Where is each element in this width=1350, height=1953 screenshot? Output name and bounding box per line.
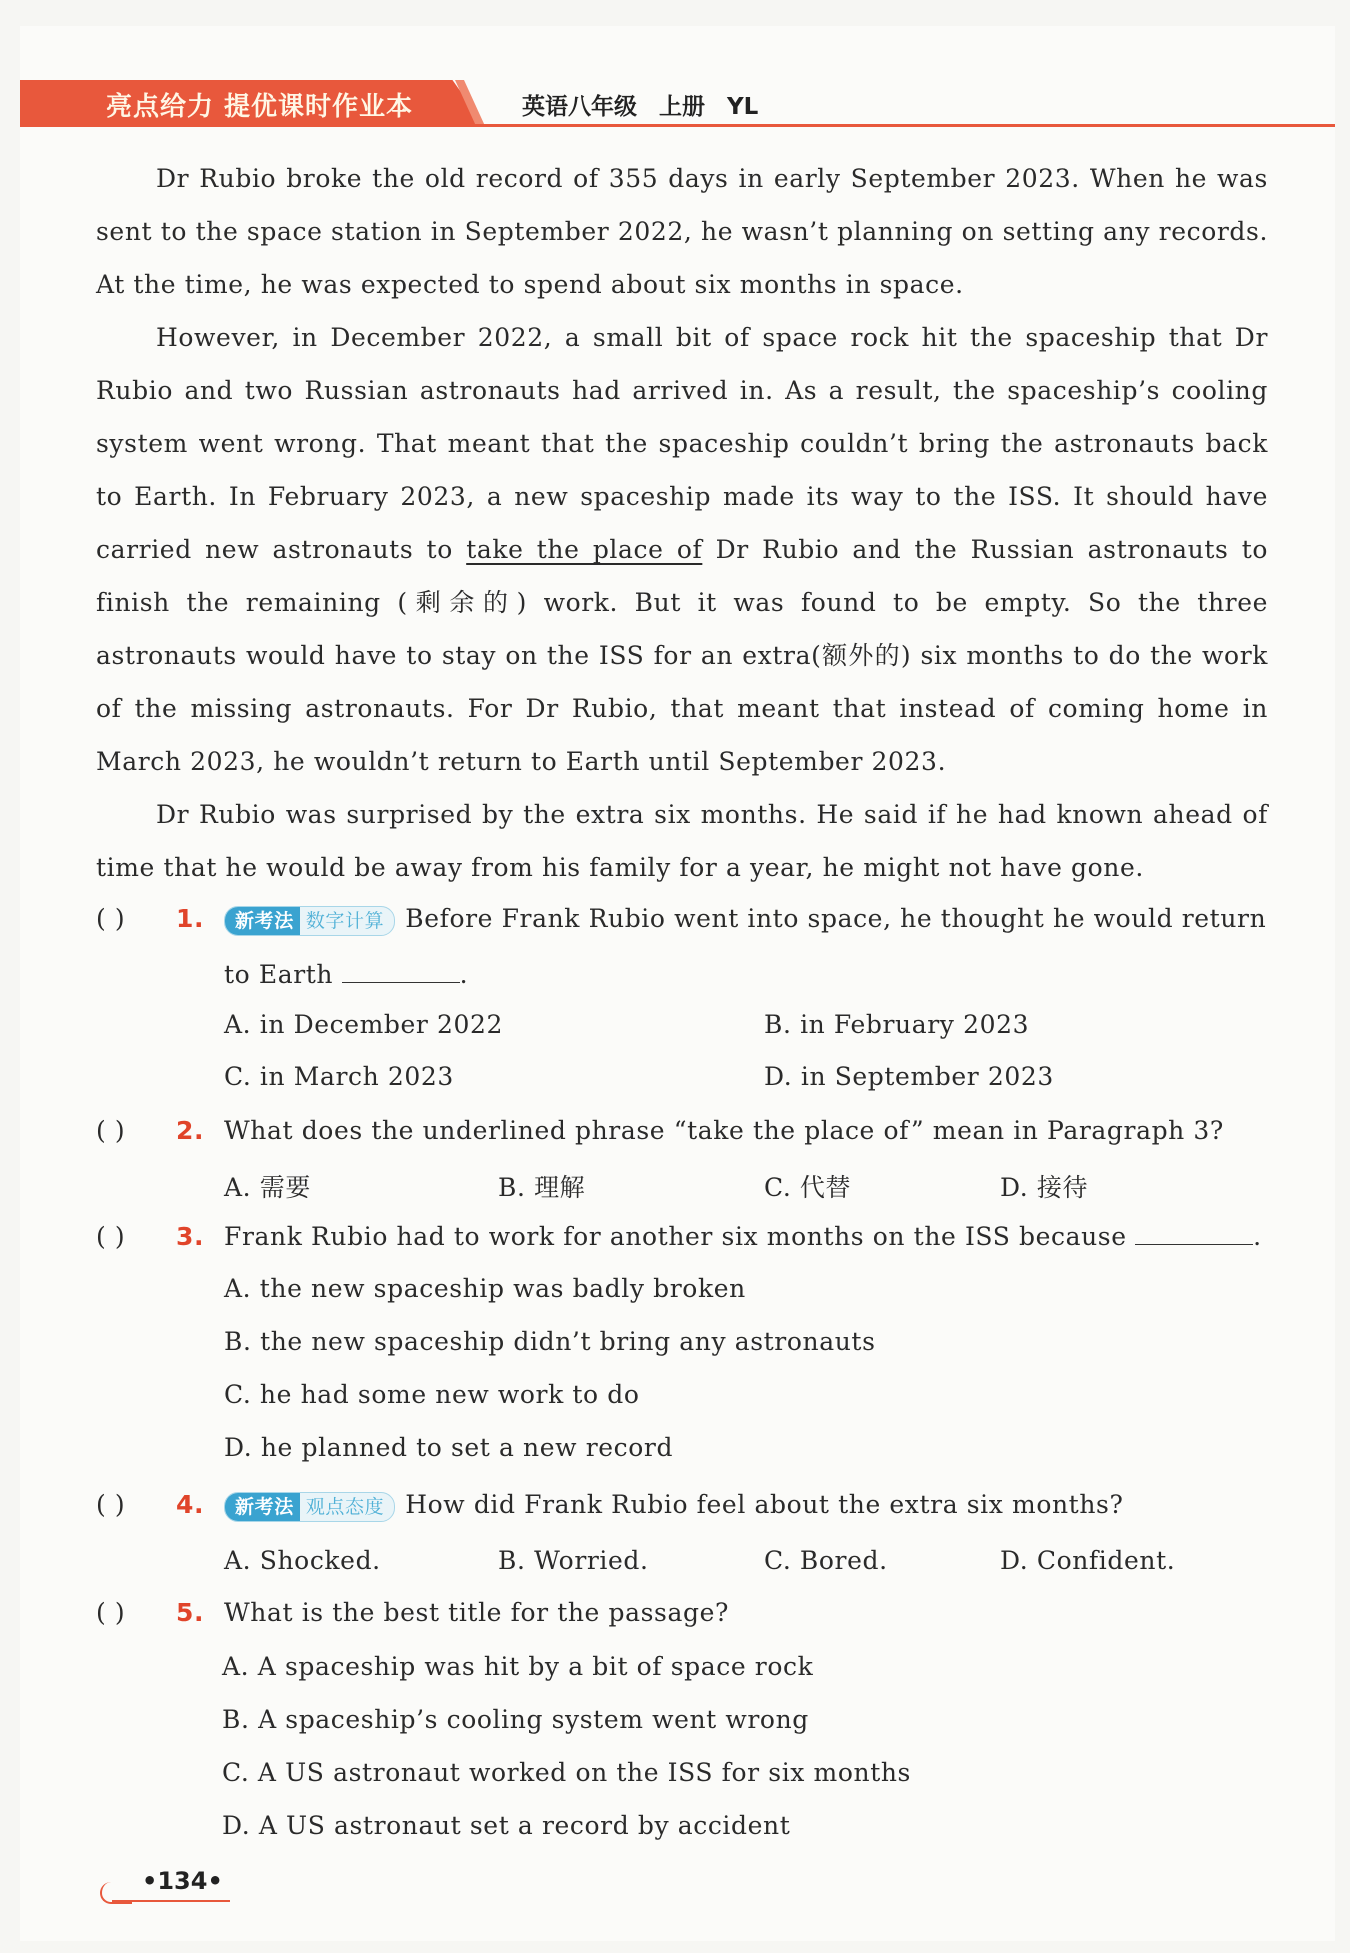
option-3d[interactable]: D. he planned to set a new record <box>224 1433 674 1462</box>
option-5d[interactable]: D. A US astronaut set a record by accident <box>222 1811 791 1840</box>
answer-blank[interactable] <box>1135 1224 1253 1245</box>
paragraph-2-part-a: However, in December 2022, a small bit of space rock hit the spaceship that Dr Rubio and two Russian astronauts had arrived in. As a result, the spaceship’s cooling system went wrong. That meant that the spaceship couldn’t bring the astronauts back to Earth. In February 2023, a new spaceship made its way to the ISS. It should have carried new astronauts to <box>96 323 1268 564</box>
new-exam-tag <box>224 1492 395 1522</box>
option-3a[interactable]: A. the new spaceship was badly broken <box>224 1274 746 1303</box>
option-4d[interactable]: D. Confident. <box>1000 1546 1176 1575</box>
period: . <box>1253 1222 1262 1251</box>
tag-category: 数字计算 <box>305 909 385 932</box>
option-2c[interactable]: C. 代替 <box>764 1173 852 1202</box>
option-1a[interactable]: A. in December 2022 <box>224 1010 504 1039</box>
footer-rule <box>112 1900 230 1902</box>
question-5 <box>96 1598 1276 1638</box>
paragraph-2 <box>96 311 1268 788</box>
option-5b[interactable]: B. A spaceship’s cooling system went wrong <box>222 1705 809 1734</box>
tag-category: 观点态度 <box>305 1495 385 1518</box>
answer-blank[interactable] <box>342 962 460 983</box>
question-stem-tail: to Earth <box>224 960 334 989</box>
option-2d[interactable]: D. 接待 <box>1000 1173 1089 1202</box>
question-stem: Before Frank Rubio went into space, he thought he would return <box>405 904 1267 933</box>
question-stem-wrap <box>224 1222 1262 1251</box>
question-stem: What does the underlined phrase “take the place of” mean in Paragraph 3? <box>224 1116 1224 1145</box>
paragraph-1: Dr Rubio broke the old record of 355 days in early September 2023. When he was sent to the space station in September 2022, he wasn’t planning on setting any records. At the time, he was expected to spend about six months in space. <box>96 164 1268 299</box>
option-2b[interactable]: B. 理解 <box>498 1173 586 1202</box>
option-4c[interactable]: C. Bored. <box>764 1546 888 1575</box>
question-stem: How did Frank Rubio feel about the extra six months? <box>405 1490 1124 1519</box>
question-number: 2. <box>176 1116 205 1145</box>
option-4a[interactable]: A. Shocked. <box>224 1546 381 1575</box>
underlined-phrase: take the place of <box>466 535 703 564</box>
option-4b[interactable]: B. Worried. <box>498 1546 649 1575</box>
option-1b[interactable]: B. in February 2023 <box>764 1010 1030 1039</box>
reading-passage <box>96 152 1268 894</box>
question-number: 5. <box>176 1598 205 1627</box>
tag-label: 新考法 <box>225 1493 300 1521</box>
answer-bracket[interactable]: ( ) <box>96 1598 126 1627</box>
option-5c[interactable]: C. A US astronaut worked on the ISS for six months <box>222 1758 911 1787</box>
header-book-info: 英语八年级 上册 YL <box>522 94 759 120</box>
answer-bracket[interactable]: ( ) <box>96 904 126 933</box>
option-5a[interactable]: A. A spaceship was hit by a bit of space rock <box>222 1652 814 1681</box>
question-stem: What is the best title for the passage? <box>224 1598 729 1627</box>
question-3 <box>96 1222 1276 1262</box>
option-1d[interactable]: D. in September 2023 <box>764 1062 1054 1091</box>
header-rule <box>20 124 1335 127</box>
new-exam-tag <box>224 906 395 936</box>
header-brand: 亮点给力 提优课时作业本 <box>106 92 414 122</box>
paragraph-3: Dr Rubio was surprised by the extra six months. He said if he had known ahead of time that he would be away from his family for a year, he might not have gone. <box>96 800 1268 882</box>
period: . <box>459 960 469 989</box>
question-number: 3. <box>176 1222 205 1251</box>
question-2 <box>96 1116 1276 1156</box>
question-stem-cont <box>224 960 468 989</box>
question-text <box>224 904 1266 936</box>
question-1-line-2 <box>96 960 1276 1000</box>
answer-bracket[interactable]: ( ) <box>96 1490 126 1519</box>
answer-bracket[interactable]: ( ) <box>96 1116 126 1145</box>
question-number: 4. <box>176 1490 205 1519</box>
question-stem: Frank Rubio had to work for another six months on the ISS because <box>224 1222 1127 1251</box>
question-4 <box>96 1490 1276 1530</box>
answer-bracket[interactable]: ( ) <box>96 1222 126 1251</box>
page-number: •134• <box>142 1867 223 1895</box>
question-1 <box>96 904 1276 944</box>
paragraph-2-part-b: Dr Rubio and the Russian astronauts to finish the remaining (剩余的) work. But it was found to be empty. So the three astronauts would have to stay on the ISS for an extra(额外的) six months to do the work of the missing astronauts. For Dr Rubio, that meant that instead of coming home in March 2023, he wouldn’t return to Earth until September 2023. <box>96 535 1269 776</box>
option-2a[interactable]: A. 需要 <box>224 1173 311 1202</box>
option-3c[interactable]: C. he had some new work to do <box>224 1380 640 1409</box>
question-number: 1. <box>176 904 205 933</box>
option-3b[interactable]: B. the new spaceship didn’t bring any astronauts <box>224 1327 876 1356</box>
tag-label: 新考法 <box>225 907 300 935</box>
option-1c[interactable]: C. in March 2023 <box>224 1062 454 1091</box>
question-text <box>224 1490 1123 1522</box>
